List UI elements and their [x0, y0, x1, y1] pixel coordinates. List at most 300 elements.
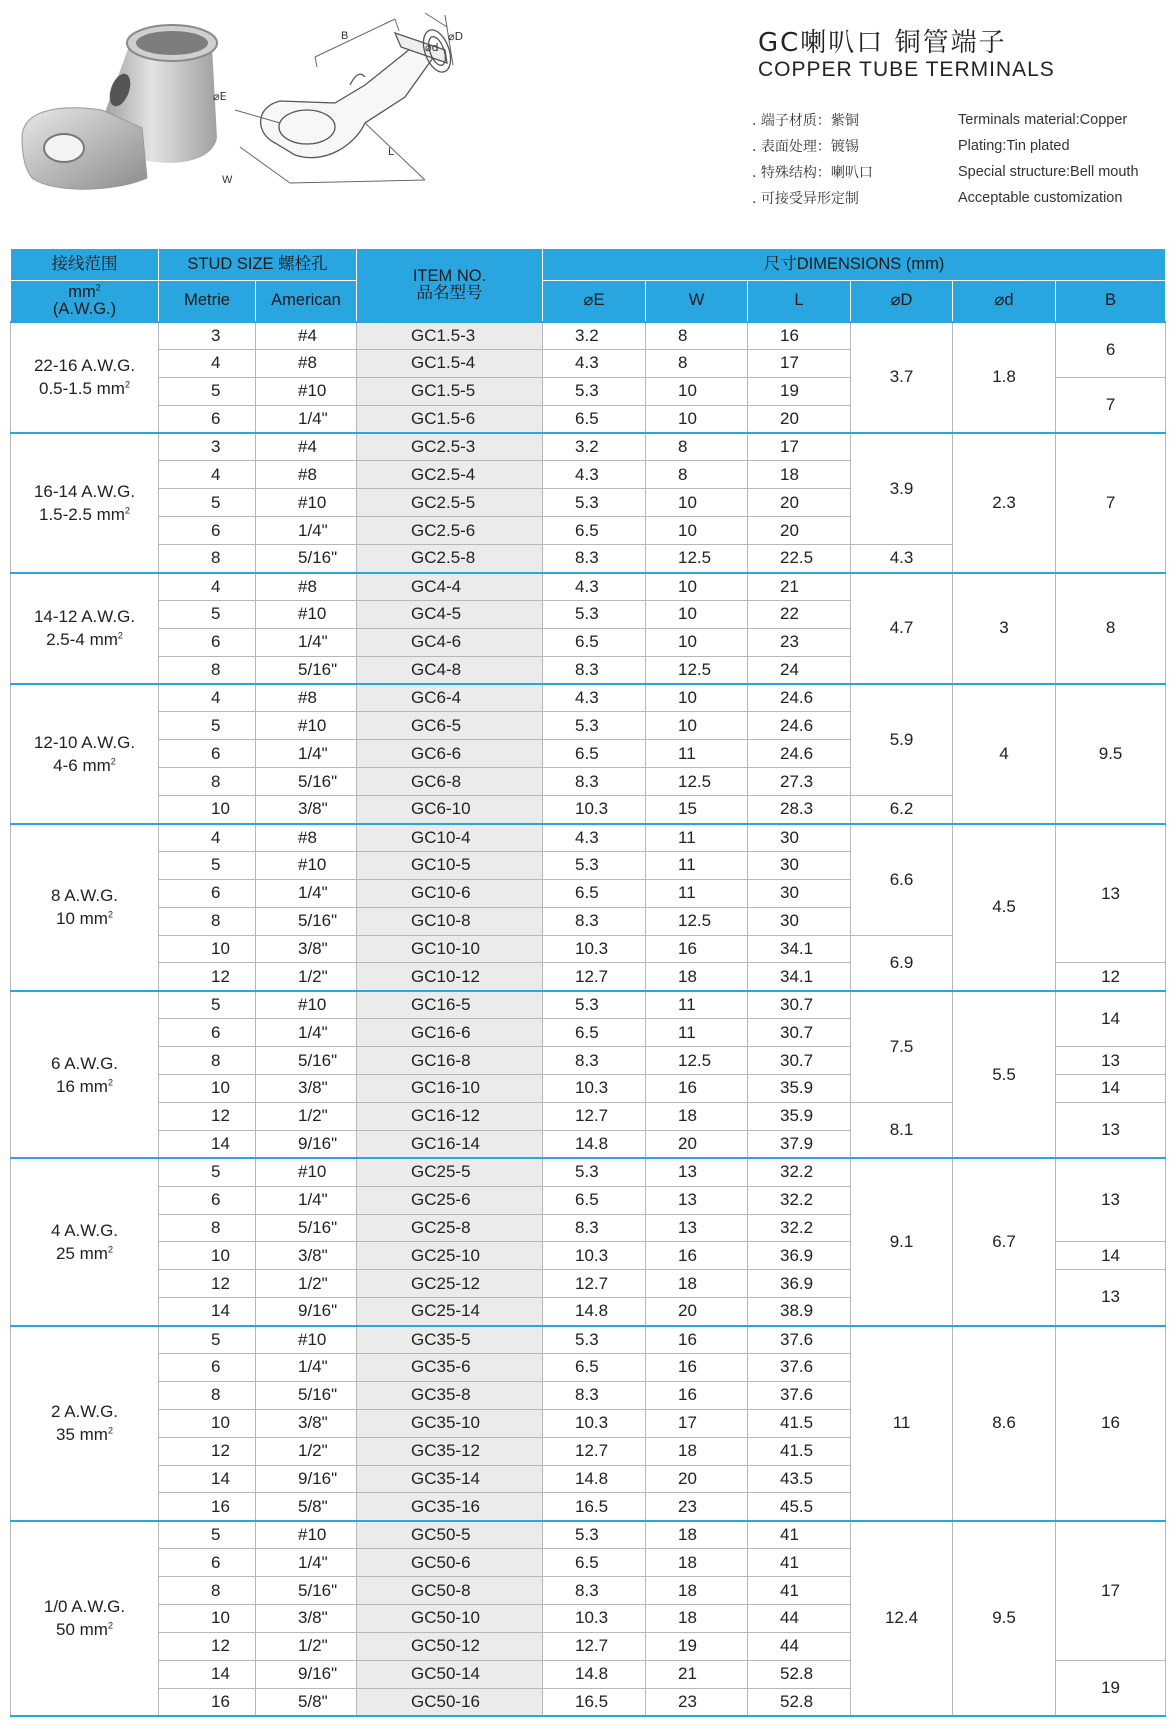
table-row [11, 1158, 1166, 1186]
item-no-cell: GC50-5 [357, 1521, 543, 1549]
metric-cell: 8 [159, 768, 256, 796]
e-cell: 10.3 [543, 796, 646, 824]
w-cell: 16 [646, 1381, 748, 1409]
w-cell: 11 [646, 851, 748, 879]
w-cell: 20 [646, 1298, 748, 1326]
american-cell: #4 [256, 433, 357, 461]
w-cell: 8 [646, 322, 748, 350]
w-cell: 11 [646, 740, 748, 768]
american-cell: #8 [256, 684, 357, 712]
superscript: 2 [107, 1076, 113, 1087]
l-cell: 16 [748, 322, 851, 350]
w-cell: 10 [646, 600, 748, 628]
w-cell: 17 [646, 1409, 748, 1437]
american-cell: 9/16" [256, 1465, 357, 1493]
w-cell: 11 [646, 1019, 748, 1047]
american-cell: #10 [256, 489, 357, 517]
e-cell: 4.3 [543, 349, 646, 377]
metric-cell: 8 [159, 1047, 256, 1075]
w-cell: 10 [646, 489, 748, 517]
w-cell: 10 [646, 712, 748, 740]
spec-en-item: Acceptable customization [958, 190, 1123, 206]
d-outer-cell: 5.9 [851, 684, 953, 796]
b-cell: 14 [1056, 991, 1166, 1047]
metric-cell: 10 [159, 796, 256, 824]
american-cell: 5/16" [256, 656, 357, 684]
american-cell: 3/8" [256, 1409, 357, 1437]
item-no-cell: GC1.5-3 [357, 322, 543, 350]
american-cell: 5/16" [256, 545, 357, 573]
l-cell: 24.6 [748, 712, 851, 740]
d-outer-cell: 4.7 [851, 573, 953, 685]
item-no-cell: GC16-14 [357, 1130, 543, 1158]
item-no-cell: GC2.5-4 [357, 461, 543, 489]
wire-range-mm: 2.5-4 mm [46, 630, 118, 650]
item-no-cell: GC25-5 [357, 1158, 543, 1186]
metric-cell: 6 [159, 628, 256, 656]
l-cell: 20 [748, 405, 851, 433]
metric-cell: 14 [159, 1465, 256, 1493]
american-cell: 1/2" [256, 1632, 357, 1660]
d-outer-cell: 7.5 [851, 991, 953, 1103]
metric-cell: 5 [159, 1158, 256, 1186]
item-no-cell: GC16-6 [357, 1019, 543, 1047]
american-cell: 1/2" [256, 1270, 357, 1298]
l-cell: 44 [748, 1632, 851, 1660]
american-cell: 1/2" [256, 1437, 357, 1465]
item-no-cell: GC35-6 [357, 1353, 543, 1381]
dimensions-table-wrapper [10, 248, 1165, 1717]
metric-cell: 12 [159, 963, 256, 991]
w-cell: 16 [646, 1242, 748, 1270]
l-cell: 27.3 [748, 768, 851, 796]
item-no-cell: GC6-5 [357, 712, 543, 740]
item-no-cell: GC50-8 [357, 1577, 543, 1605]
w-cell: 18 [646, 1549, 748, 1577]
metric-cell: 6 [159, 1186, 256, 1214]
wire-range-cell [11, 433, 159, 572]
l-cell: 30 [748, 824, 851, 852]
table-row [11, 573, 1166, 601]
w-cell: 10 [646, 628, 748, 656]
metric-cell: 5 [159, 377, 256, 405]
w-cell: 16 [646, 935, 748, 963]
b-cell: 14 [1056, 1242, 1166, 1270]
superscript: 2 [107, 909, 113, 920]
american-cell: 1/4" [256, 1186, 357, 1214]
l-cell: 28.3 [748, 796, 851, 824]
e-cell: 8.3 [543, 1381, 646, 1409]
wire-range-cell [11, 1158, 159, 1325]
american-cell: 5/16" [256, 907, 357, 935]
american-cell: #10 [256, 1326, 357, 1354]
w-cell: 15 [646, 796, 748, 824]
e-cell: 5.3 [543, 991, 646, 1019]
table-row [11, 1326, 1166, 1354]
wire-range-awg: 1/0 A.W.G. [43, 1597, 126, 1617]
item-no-cell: GC25-8 [357, 1214, 543, 1242]
header-dimensions: 尺寸DIMENSIONS (mm) [543, 249, 1166, 281]
l-cell: 23 [748, 628, 851, 656]
item-no-cell: GC16-5 [357, 991, 543, 1019]
e-cell: 6.5 [543, 740, 646, 768]
metric-cell: 4 [159, 684, 256, 712]
spec-cn-item: . 端子材质：紫铜 [752, 113, 859, 129]
header-b: B [1056, 281, 1166, 322]
l-cell: 32.2 [748, 1214, 851, 1242]
metric-cell: 6 [159, 1549, 256, 1577]
b-cell: 12 [1056, 963, 1166, 991]
table-row [11, 433, 1166, 461]
w-cell: 8 [646, 433, 748, 461]
e-cell: 3.2 [543, 433, 646, 461]
w-cell: 16 [646, 1353, 748, 1381]
w-cell: 21 [646, 1660, 748, 1688]
metric-cell: 5 [159, 1521, 256, 1549]
wire-range-cell [11, 1521, 159, 1716]
wire-range-awg: 4 A.W.G. [50, 1220, 119, 1240]
wire-range-awg: 8 A.W.G. [50, 886, 119, 906]
w-cell: 12.5 [646, 768, 748, 796]
american-cell: 1/2" [256, 1102, 357, 1130]
american-cell: 9/16" [256, 1298, 357, 1326]
wire-range-cell [11, 1326, 159, 1521]
d-inner-cell: 9.5 [953, 1521, 1056, 1716]
d-inner-cell: 6.7 [953, 1158, 1056, 1325]
b-cell: 17 [1056, 1521, 1166, 1660]
dimensions-table [10, 248, 1166, 1717]
d-inner-cell: 5.5 [953, 991, 1056, 1158]
american-cell: 1/4" [256, 405, 357, 433]
l-cell: 37.9 [748, 1130, 851, 1158]
metric-cell: 6 [159, 1353, 256, 1381]
american-cell: #8 [256, 349, 357, 377]
l-cell: 17 [748, 433, 851, 461]
spec-en-item: Plating:Tin plated [958, 138, 1070, 154]
superscript: 2 [107, 1425, 113, 1436]
b-cell: 13 [1056, 1158, 1166, 1242]
w-cell: 18 [646, 1521, 748, 1549]
table-row [11, 991, 1166, 1019]
superscript: 2 [124, 505, 130, 516]
l-cell: 41.5 [748, 1437, 851, 1465]
american-cell: 5/16" [256, 1381, 357, 1409]
american-cell: 1/2" [256, 963, 357, 991]
header-d-inner: ⌀d [953, 281, 1056, 322]
label-e: ⌀E [213, 90, 227, 103]
spec-cn-item: . 表面处理：镀锡 [752, 139, 859, 155]
e-cell: 16.5 [543, 1688, 646, 1716]
item-no-cell: GC16-10 [357, 1075, 543, 1103]
w-cell: 18 [646, 1577, 748, 1605]
e-cell: 14.8 [543, 1465, 646, 1493]
l-cell: 41 [748, 1521, 851, 1549]
label-l: L [388, 146, 395, 158]
l-cell: 41.5 [748, 1409, 851, 1437]
spec-en-item: Terminals material:Copper [958, 112, 1128, 128]
american-cell: #10 [256, 851, 357, 879]
e-cell: 5.3 [543, 1158, 646, 1186]
e-cell: 3.2 [543, 322, 646, 350]
item-no-cell: GC35-14 [357, 1465, 543, 1493]
metric-cell: 4 [159, 573, 256, 601]
header-range: 接线范围 [11, 249, 159, 281]
l-cell: 22 [748, 600, 851, 628]
b-cell: 13 [1056, 1047, 1166, 1075]
item-no-cell: GC6-4 [357, 684, 543, 712]
header-metric: Metrie [159, 281, 256, 322]
header-d-outer: ⌀D [851, 281, 953, 322]
american-cell: 1/4" [256, 1353, 357, 1381]
l-cell: 36.9 [748, 1242, 851, 1270]
superscript: 2 [107, 1620, 113, 1631]
item-no-cell: GC4-5 [357, 600, 543, 628]
american-cell: 1/4" [256, 740, 357, 768]
item-no-cell: GC50-6 [357, 1549, 543, 1577]
l-cell: 52.8 [748, 1688, 851, 1716]
l-cell: 43.5 [748, 1465, 851, 1493]
item-no-cell: GC50-16 [357, 1688, 543, 1716]
b-cell: 16 [1056, 1326, 1166, 1521]
header-range-unit: $mm^2$ (A.W.G.) [11, 281, 159, 322]
e-cell: 8.3 [543, 907, 646, 935]
header-awg: (A.W.G.) [52, 299, 117, 318]
l-cell: 34.1 [748, 935, 851, 963]
wire-range-mm: 25 mm [56, 1243, 108, 1263]
e-cell: 8.3 [543, 545, 646, 573]
e-cell: 4.3 [543, 824, 646, 852]
w-cell: 12.5 [646, 907, 748, 935]
american-cell: 3/8" [256, 1604, 357, 1632]
item-no-cell: GC25-14 [357, 1298, 543, 1326]
item-no-cell: GC2.5-3 [357, 433, 543, 461]
item-no-cell: GC25-10 [357, 1242, 543, 1270]
metric-cell: 5 [159, 489, 256, 517]
wire-range-cell [11, 573, 159, 685]
l-cell: 17 [748, 349, 851, 377]
l-cell: 41 [748, 1577, 851, 1605]
w-cell: 8 [646, 349, 748, 377]
american-cell: 5/8" [256, 1493, 357, 1521]
label-d-large: ⌀D [448, 30, 464, 43]
item-no-cell: GC35-16 [357, 1493, 543, 1521]
e-cell: 4.3 [543, 573, 646, 601]
metric-cell: 12 [159, 1102, 256, 1130]
wire-range-mm: 50 mm [56, 1620, 108, 1640]
american-cell: 5/16" [256, 1047, 357, 1075]
d-inner-cell: 4.5 [953, 824, 1056, 991]
b-cell: 13 [1056, 824, 1166, 963]
metric-cell: 12 [159, 1437, 256, 1465]
w-cell: 11 [646, 991, 748, 1019]
table-body [11, 322, 1166, 1717]
item-no-cell: GC35-8 [357, 1381, 543, 1409]
metric-cell: 4 [159, 824, 256, 852]
item-no-cell: GC35-5 [357, 1326, 543, 1354]
w-cell: 8 [646, 461, 748, 489]
wire-range-awg: 22-16 A.W.G. [33, 356, 136, 376]
e-cell: 6.5 [543, 1549, 646, 1577]
item-no-cell: GC25-12 [357, 1270, 543, 1298]
d-inner-cell: 1.8 [953, 322, 1056, 434]
label-d-small: ⌀d [425, 41, 439, 54]
e-cell: 12.7 [543, 963, 646, 991]
d-outer-cell: 9.1 [851, 1158, 953, 1325]
w-cell: 10 [646, 517, 748, 545]
e-cell: 5.3 [543, 600, 646, 628]
metric-cell: 10 [159, 1409, 256, 1437]
d-inner-cell: 8.6 [953, 1326, 1056, 1521]
label-w: W [222, 174, 233, 186]
header-american: American [256, 281, 357, 322]
item-no-cell: GC6-10 [357, 796, 543, 824]
e-cell: 6.5 [543, 1186, 646, 1214]
metric-cell: 4 [159, 349, 256, 377]
table-row [11, 322, 1166, 350]
american-cell: 5/16" [256, 768, 357, 796]
e-cell: 10.3 [543, 935, 646, 963]
metric-cell: 8 [159, 1214, 256, 1242]
b-cell: 9.5 [1056, 684, 1166, 823]
metric-cell: 6 [159, 405, 256, 433]
l-cell: 30.7 [748, 1047, 851, 1075]
header-e: ⌀E [543, 281, 646, 322]
d-inner-cell: 4 [953, 684, 1056, 823]
l-cell: 30 [748, 851, 851, 879]
e-cell: 5.3 [543, 712, 646, 740]
spec-en-item: Special structure:Bell mouth [958, 164, 1139, 180]
item-no-cell: GC16-12 [357, 1102, 543, 1130]
l-cell: 24.6 [748, 684, 851, 712]
item-no-cell: GC1.5-6 [357, 405, 543, 433]
metric-cell: 6 [159, 879, 256, 907]
wire-range-mm: 0.5-1.5 mm [39, 379, 125, 399]
american-cell: #8 [256, 461, 357, 489]
l-cell: 20 [748, 489, 851, 517]
l-cell: 18 [748, 461, 851, 489]
l-cell: 30.7 [748, 991, 851, 1019]
d-inner-cell: 3 [953, 573, 1056, 685]
e-cell: 12.7 [543, 1102, 646, 1130]
e-cell: 4.3 [543, 461, 646, 489]
metric-cell: 3 [159, 433, 256, 461]
item-no-cell: GC35-12 [357, 1437, 543, 1465]
american-cell: #8 [256, 824, 357, 852]
american-cell: #10 [256, 377, 357, 405]
l-cell: 37.6 [748, 1326, 851, 1354]
metric-cell: 4 [159, 461, 256, 489]
l-cell: 30 [748, 907, 851, 935]
w-cell: 13 [646, 1158, 748, 1186]
metric-cell: 8 [159, 656, 256, 684]
w-cell: 19 [646, 1632, 748, 1660]
d-outer-cell: 3.7 [851, 322, 953, 434]
american-cell: 3/8" [256, 1242, 357, 1270]
l-cell: 36.9 [748, 1270, 851, 1298]
l-cell: 38.9 [748, 1298, 851, 1326]
e-cell: 14.8 [543, 1130, 646, 1158]
w-cell: 12.5 [646, 656, 748, 684]
b-cell: 13 [1056, 1270, 1166, 1326]
american-cell: 9/16" [256, 1130, 357, 1158]
w-cell: 10 [646, 405, 748, 433]
wire-range-mm: 10 mm [56, 909, 108, 929]
superscript: 2 [110, 756, 116, 767]
w-cell: 20 [646, 1130, 748, 1158]
american-cell: #10 [256, 1158, 357, 1186]
american-cell: #8 [256, 573, 357, 601]
b-cell: 7 [1056, 377, 1166, 433]
w-cell: 18 [646, 963, 748, 991]
e-cell: 6.5 [543, 517, 646, 545]
metric-cell: 10 [159, 935, 256, 963]
b-cell: 13 [1056, 1102, 1166, 1158]
e-cell: 5.3 [543, 851, 646, 879]
e-cell: 8.3 [543, 768, 646, 796]
e-cell: 8.3 [543, 656, 646, 684]
w-cell: 16 [646, 1326, 748, 1354]
e-cell: 8.3 [543, 1577, 646, 1605]
e-cell: 10.3 [543, 1075, 646, 1103]
l-cell: 35.9 [748, 1075, 851, 1103]
w-cell: 18 [646, 1437, 748, 1465]
d-outer-cell: 8.1 [851, 1102, 953, 1158]
l-cell: 37.6 [748, 1353, 851, 1381]
wire-range-awg: 14-12 A.W.G. [33, 607, 136, 627]
b-cell: 7 [1056, 433, 1166, 572]
item-no-cell: GC4-8 [357, 656, 543, 684]
item-no-cell: GC1.5-5 [357, 377, 543, 405]
metric-cell: 8 [159, 545, 256, 573]
american-cell: 1/4" [256, 628, 357, 656]
d-outer-cell: 6.6 [851, 824, 953, 936]
metric-cell: 10 [159, 1242, 256, 1270]
e-cell: 5.3 [543, 489, 646, 517]
metric-cell: 10 [159, 1075, 256, 1103]
metric-cell: 14 [159, 1298, 256, 1326]
metric-cell: 5 [159, 991, 256, 1019]
american-cell: 1/4" [256, 517, 357, 545]
metric-cell: 5 [159, 600, 256, 628]
american-cell: #10 [256, 991, 357, 1019]
item-no-cell: GC50-14 [357, 1660, 543, 1688]
item-no-cell: GC4-6 [357, 628, 543, 656]
e-cell: 12.7 [543, 1632, 646, 1660]
d-outer-cell: 6.9 [851, 935, 953, 991]
wire-range-awg: 2 A.W.G. [50, 1402, 119, 1422]
metric-cell: 5 [159, 1326, 256, 1354]
metric-cell: 5 [159, 712, 256, 740]
e-cell: 10.3 [543, 1409, 646, 1437]
american-cell: 1/4" [256, 1019, 357, 1047]
item-no-cell: GC10-4 [357, 824, 543, 852]
item-no-cell: GC10-8 [357, 907, 543, 935]
title-english: COPPER TUBE TERMINALS [758, 58, 1055, 81]
item-no-cell: GC35-10 [357, 1409, 543, 1437]
metric-cell: 8 [159, 1577, 256, 1605]
l-cell: 24.6 [748, 740, 851, 768]
header-stud-size: STUD SIZE 螺栓孔 [159, 249, 357, 281]
metric-cell: 6 [159, 517, 256, 545]
metric-cell: 14 [159, 1660, 256, 1688]
title-chinese: GC喇叭口 铜管端子 [758, 28, 1007, 58]
l-cell: 30 [748, 879, 851, 907]
e-cell: 5.3 [543, 377, 646, 405]
e-cell: 12.7 [543, 1270, 646, 1298]
w-cell: 13 [646, 1214, 748, 1242]
american-cell: 3/8" [256, 796, 357, 824]
superscript: 2 [107, 1244, 113, 1255]
